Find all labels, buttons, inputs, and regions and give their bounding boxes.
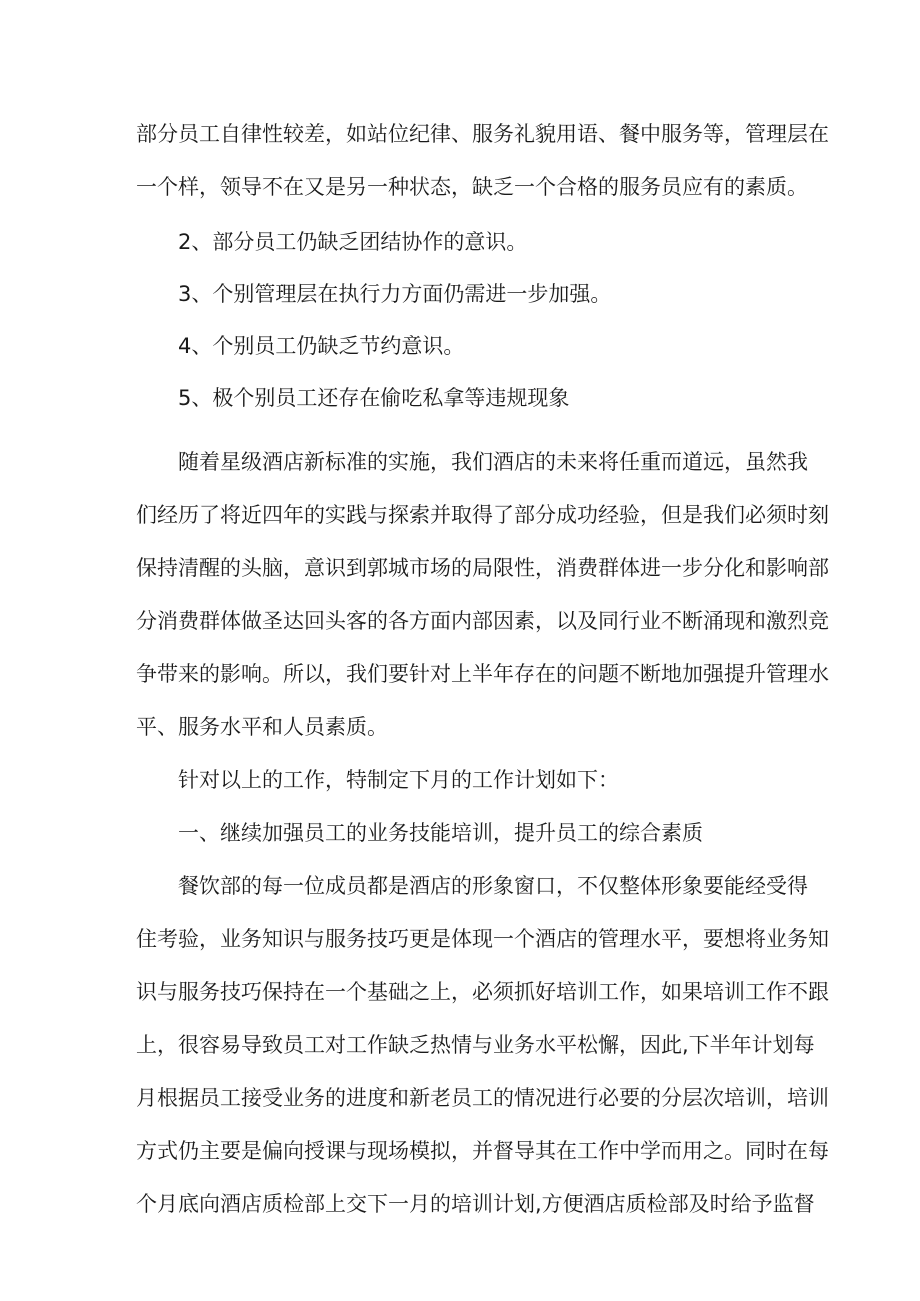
paragraph-line: 识与服务技巧保持在一个基础之上，必须抓好培训工作，如果培训工作不跟 <box>136 980 829 1004</box>
list-item: 3、个别管理层在执行力方面仍需进一步加强。 <box>178 282 612 306</box>
paragraph-line: 方式仍主要是偏向授课与现场模拟，并督导其在工作中学而用之。同时在每 <box>136 1139 829 1163</box>
paragraph-line: 分消费群体做圣达回头客的各方面内部因素，以及同行业不断涌现和激烈竞 <box>136 609 829 633</box>
paragraph-line: 争带来的影响。所以，我们要针对上半年存在的问题不断地加强提升管理水 <box>136 662 829 686</box>
paragraph-line: 随着星级酒店新标准的实施，我们酒店的未来将任重而道远，虽然我 <box>178 450 808 474</box>
list-item: 2、部分员工仍缺乏团结协作的意识。 <box>178 230 528 254</box>
paragraph-line: 住考验，业务知识与服务技巧更是体现一个酒店的管理水平，要想将业务知 <box>136 927 829 951</box>
paragraph-line: 们经历了将近四年的实践与探索并取得了部分成功经验，但是我们必须时刻 <box>136 503 829 527</box>
section-heading: 一、继续加强员工的业务技能培训，提升员工的综合素质 <box>178 821 703 845</box>
paragraph-line: 个月底向酒店质检部上交下一月的培训计划,方便酒店质检部及时给予监督 <box>136 1192 815 1216</box>
paragraph-line: 上，很容易导致员工对工作缺乏热情与业务水平松懈，因此,下半年计划每 <box>136 1033 815 1057</box>
paragraph-line: 月根据员工接受业务的进度和新老员工的情况进行必要的分层次培训，培训 <box>136 1086 829 1110</box>
paragraph-line: 部分员工自律性较差，如站位纪律、服务礼貌用语、餐中服务等，管理层在 <box>136 122 829 146</box>
paragraph-line: 一个样，领导不在又是另一种状态，缺乏一个合格的服务员应有的素质。 <box>136 175 808 199</box>
paragraph-line: 保持清醒的头脑，意识到郭城市场的局限性，消费群体进一步分化和影响部 <box>136 556 829 580</box>
paragraph-line: 针对以上的工作，特制定下月的工作计划如下： <box>178 768 619 792</box>
list-item: 4、个别员工仍缺乏节约意识。 <box>178 334 465 358</box>
list-item: 5、极个别员工还存在偷吃私拿等违规现象 <box>178 386 570 410</box>
paragraph-line: 餐饮部的每一位成员都是酒店的形象窗口，不仅整体形象要能经受得 <box>178 874 808 898</box>
paragraph-line: 平、服务水平和人员素质。 <box>136 715 388 739</box>
